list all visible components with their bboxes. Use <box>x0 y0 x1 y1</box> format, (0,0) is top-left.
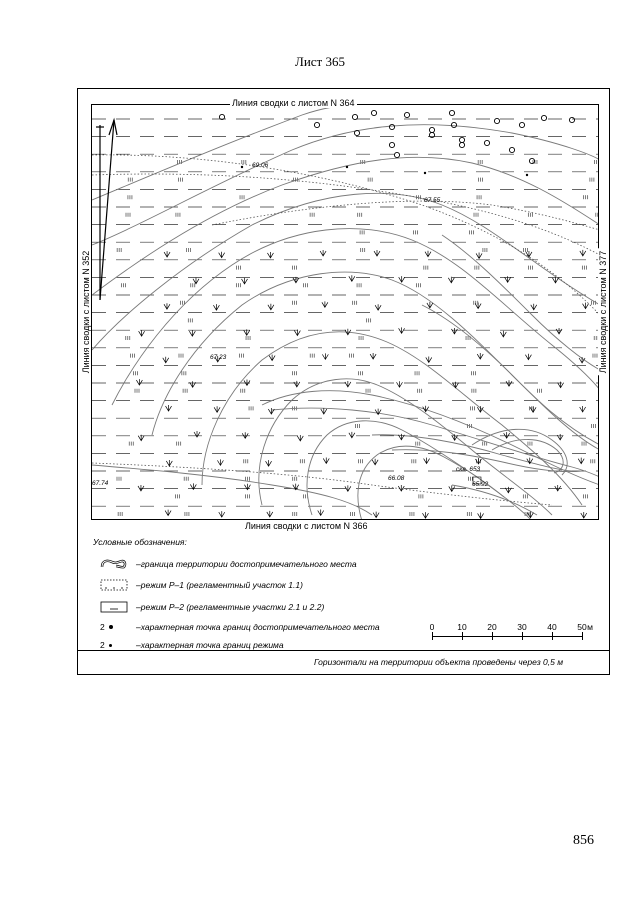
feature-circle <box>352 114 357 119</box>
characteristic-point <box>241 166 243 168</box>
marsh-stroke <box>345 485 351 491</box>
marsh-stroke <box>396 381 402 387</box>
marsh-symbol <box>193 278 199 284</box>
marsh-stroke <box>423 406 429 412</box>
marsh-stroke <box>477 406 483 412</box>
marsh-stroke <box>398 434 404 440</box>
marsh-stroke <box>320 250 326 256</box>
marsh-stroke <box>269 355 275 361</box>
point-number: 2 <box>100 640 105 650</box>
edge-label-bottom: Линия сводки с листом N 366 <box>245 521 368 531</box>
marsh-stroke <box>244 379 250 385</box>
marsh-symbol <box>423 406 429 412</box>
marsh-stroke <box>580 250 586 256</box>
edge-label-top: Линия сводки с листом N 364 <box>232 98 355 108</box>
marsh-symbol <box>558 382 564 388</box>
marsh-symbol <box>398 485 404 491</box>
marsh-stroke <box>266 460 272 466</box>
marsh-stroke <box>451 328 457 334</box>
feature-label: скв. 653 <box>456 466 481 473</box>
regime-p1-icon <box>100 579 128 591</box>
marsh-symbol <box>164 251 170 257</box>
feature-circle <box>389 142 394 147</box>
topographic-map <box>92 105 599 520</box>
feature-circle <box>404 112 409 117</box>
marsh-stroke <box>500 331 506 337</box>
feature-circle <box>314 122 319 127</box>
marsh-symbol <box>294 381 300 387</box>
feature-circle <box>484 140 489 145</box>
marsh-stroke <box>349 432 355 438</box>
marsh-symbol <box>267 252 273 258</box>
scale-tick-label: 50 <box>577 622 587 632</box>
scale-tick <box>582 632 583 640</box>
marsh-stroke <box>476 252 482 258</box>
marsh-symbol <box>349 275 355 281</box>
marsh-symbol <box>373 512 379 518</box>
contour-line <box>442 235 599 370</box>
contour-line <box>152 272 599 450</box>
marsh-symbol <box>422 512 428 518</box>
marsh-stroke <box>318 509 324 515</box>
marsh-stroke <box>214 406 220 412</box>
marsh-stroke <box>242 278 248 284</box>
marsh-stroke <box>373 512 379 518</box>
characteristic-point <box>526 174 528 176</box>
marsh-symbol <box>375 304 381 310</box>
marsh-symbol <box>449 485 455 491</box>
marsh-symbol <box>213 304 219 310</box>
marsh-stroke <box>579 357 585 363</box>
marsh-stroke <box>531 304 537 310</box>
marsh-symbol <box>478 512 484 518</box>
scale-tick <box>522 632 523 640</box>
legend-item-place-point <box>100 620 380 634</box>
marsh-symbol <box>476 252 482 258</box>
scale-tick-labels <box>429 622 602 634</box>
marsh-symbol <box>426 356 432 362</box>
scale-tick-label: 40 <box>547 622 557 632</box>
elevation-label: 67.74 <box>92 480 109 487</box>
marsh-symbol <box>322 301 328 307</box>
marsh-stroke <box>138 485 144 491</box>
edge-label-left: Линия сводки с листом N 352 <box>81 250 91 374</box>
north-arrow-line <box>100 120 114 300</box>
marsh-stroke <box>213 304 219 310</box>
regime-p2-icon <box>100 601 128 613</box>
marsh-symbol <box>399 327 405 333</box>
legend-item-regime-p2 <box>100 600 324 614</box>
marsh-stroke <box>297 435 303 441</box>
feature-circle <box>541 115 546 120</box>
marsh-symbol <box>581 512 587 518</box>
elevation-label: 69.06 <box>252 162 269 169</box>
feature-circles <box>219 110 574 163</box>
elevation-label: 66.08 <box>388 475 405 482</box>
marsh-stroke <box>422 512 428 518</box>
marsh-stroke <box>268 408 274 414</box>
marsh-stroke <box>139 330 145 336</box>
marsh-stroke <box>345 381 351 387</box>
marsh-stroke <box>166 405 172 411</box>
feature-circle <box>394 152 399 157</box>
marsh-stroke <box>426 356 432 362</box>
marsh-symbol <box>242 432 248 438</box>
marsh-symbol <box>374 250 380 256</box>
feature-circle <box>429 127 434 132</box>
marsh-stroke <box>556 328 562 334</box>
marsh-symbol <box>555 485 561 491</box>
elevation-label: 67.23 <box>210 354 227 361</box>
marsh-symbol <box>583 303 589 309</box>
legend-title: Условные обозначения: <box>93 537 187 547</box>
marsh-stroke <box>323 457 329 463</box>
marsh-symbol <box>372 459 378 465</box>
scale-tick-label: 10 <box>457 622 467 632</box>
legend-text: –граница территории достопримечательного места <box>136 559 357 569</box>
scale-tick <box>552 632 553 640</box>
marsh-symbol <box>557 434 563 440</box>
marsh-symbol <box>349 432 355 438</box>
marsh-symbol <box>370 353 376 359</box>
marsh-symbol <box>138 485 144 491</box>
contour-line <box>92 125 599 245</box>
contour-line <box>92 465 372 515</box>
marsh-stroke <box>190 381 196 387</box>
marsh-symbol <box>530 406 536 412</box>
sheet-title: Лист 365 <box>295 54 345 69</box>
marsh-stroke <box>375 304 381 310</box>
contour-line <box>92 157 599 295</box>
contour-interval-note: Горизонтали на территории объекта проведены через 0,5 м <box>314 657 564 667</box>
marsh-stroke <box>478 512 484 518</box>
regime-boundary <box>92 155 599 315</box>
edge-label-right: Линия сводки с листом N 377 <box>598 250 608 374</box>
scale-unit: м <box>587 622 593 632</box>
marsh-stroke <box>165 510 171 516</box>
legend-item-regime-point <box>100 638 284 652</box>
marsh-symbol <box>578 458 584 464</box>
marsh-stroke <box>580 406 586 412</box>
marsh-symbol <box>323 457 329 463</box>
legend-text: –характерная точка границ режима <box>136 640 284 650</box>
marsh-stroke <box>452 434 458 440</box>
marsh-symbol <box>425 251 431 257</box>
marsh-stroke <box>322 301 328 307</box>
elevation-labels <box>92 162 489 488</box>
marsh-symbol <box>163 357 169 363</box>
marsh-stroke <box>370 353 376 359</box>
marsh-symbol <box>451 328 457 334</box>
marsh-symbol <box>189 330 195 336</box>
page-number: 856 <box>573 833 594 848</box>
marsh-stroke <box>399 276 405 282</box>
marsh-symbol <box>136 379 142 385</box>
regime-point-icon <box>100 639 128 651</box>
feature-circle <box>389 124 394 129</box>
marsh-symbol <box>399 276 405 282</box>
marsh-stroke <box>504 432 510 438</box>
contour-line <box>422 305 599 445</box>
marsh-stroke <box>267 511 273 517</box>
point-number: 2 <box>100 622 105 632</box>
marsh-symbol <box>321 408 327 414</box>
feature-circle <box>459 137 464 142</box>
marsh-symbol <box>139 330 145 336</box>
marsh-stroke <box>372 459 378 465</box>
marsh-stroke <box>294 381 300 387</box>
scale-line <box>432 636 582 637</box>
marsh-stroke <box>477 353 483 359</box>
scale-tick-label: 0 <box>429 622 435 632</box>
marsh-symbol <box>219 511 225 517</box>
characteristic-point <box>424 172 426 174</box>
marsh-stroke <box>449 485 455 491</box>
marsh-symbol <box>580 406 586 412</box>
marsh-symbol <box>267 511 273 517</box>
marsh-symbol <box>500 331 506 337</box>
marsh-symbol <box>217 459 223 465</box>
marsh-symbol <box>345 485 351 491</box>
elevation-label: 67.55 <box>424 197 441 204</box>
feature-circle <box>451 122 456 127</box>
marsh-stroke <box>425 251 431 257</box>
feature-circle <box>494 118 499 123</box>
legend-text: –характерная точка границ достопримечательного места <box>136 622 380 632</box>
scale-tick-label: 20 <box>487 622 497 632</box>
marsh-stroke <box>163 357 169 363</box>
marsh-stroke <box>530 406 536 412</box>
scale-tick-label: 30 <box>517 622 527 632</box>
marsh-symbol <box>318 509 324 515</box>
marsh-stroke <box>424 458 430 464</box>
marsh-symbol <box>219 252 225 258</box>
marsh-symbol <box>398 434 404 440</box>
marsh-symbol <box>505 487 511 493</box>
marsh-symbol <box>504 432 510 438</box>
marsh-symbol <box>166 405 172 411</box>
marsh-symbol <box>268 304 274 310</box>
legend-item-regime-p1 <box>100 578 303 592</box>
marsh-symbol <box>452 434 458 440</box>
marsh-symbol <box>268 408 274 414</box>
marsh-stroke <box>558 382 564 388</box>
marsh-stroke <box>557 434 563 440</box>
marsh-stroke <box>506 380 512 386</box>
marsh-symbol <box>525 354 531 360</box>
map-area[interactable] <box>91 104 599 520</box>
scale-tick <box>492 632 493 640</box>
feature-circle <box>509 147 514 152</box>
marsh-symbol <box>531 304 537 310</box>
marsh-symbol <box>506 380 512 386</box>
legend-text: –режим Р–2 (регламентные участки 2.1 и 2.2) <box>136 602 325 612</box>
place-point-icon <box>100 621 128 633</box>
feature-circle <box>371 110 376 115</box>
marsh-symbol <box>322 353 328 359</box>
legend-text: –режим Р–1 (регламентный участок 1.1) <box>136 580 303 590</box>
marsh-symbol <box>345 329 351 335</box>
contour-line <box>112 229 599 405</box>
marsh-stroke <box>217 459 223 465</box>
marsh-symbol <box>214 406 220 412</box>
boundary-icon <box>100 558 128 570</box>
marsh-stroke <box>189 330 195 336</box>
marsh-stroke <box>193 278 199 284</box>
contour-line <box>259 379 552 515</box>
marsh-stroke <box>136 379 142 385</box>
regime-hatch-lines <box>92 119 599 516</box>
marsh-stroke <box>505 487 511 493</box>
marsh-symbol <box>165 510 171 516</box>
feature-circle <box>459 142 464 147</box>
marsh-stroke <box>242 432 248 438</box>
marsh-symbol <box>164 303 170 309</box>
feature-circle <box>529 158 534 163</box>
marsh-stroke <box>398 485 404 491</box>
marsh-stroke <box>164 303 170 309</box>
marsh-symbol <box>579 357 585 363</box>
marsh-symbol <box>297 435 303 441</box>
marsh-symbol <box>556 328 562 334</box>
regime-boundary <box>212 201 599 230</box>
marsh-symbol <box>269 355 275 361</box>
marsh-stroke <box>164 251 170 257</box>
characteristic-point <box>346 166 348 168</box>
marsh-symbol <box>345 381 351 387</box>
marsh-stroke <box>345 329 351 335</box>
scale-tick <box>462 632 463 640</box>
scale-bar <box>429 622 593 648</box>
marsh-symbol <box>190 381 196 387</box>
marsh-symbol <box>396 381 402 387</box>
marsh-symbol <box>266 460 272 466</box>
marsh-stroke <box>399 327 405 333</box>
marsh-symbol <box>166 460 172 466</box>
marsh-stroke <box>219 252 225 258</box>
marsh-stroke <box>555 485 561 491</box>
marsh-stroke <box>166 460 172 466</box>
marsh-stroke <box>322 353 328 359</box>
feature-circle <box>519 122 524 127</box>
marsh-stroke <box>578 458 584 464</box>
marsh-stroke <box>581 512 587 518</box>
marsh-stroke <box>525 354 531 360</box>
marsh-stroke <box>219 511 225 517</box>
marsh-stroke <box>374 250 380 256</box>
marsh-symbol <box>244 379 250 385</box>
elevation-label: 65.92 <box>472 481 489 488</box>
feature-circle <box>449 110 454 115</box>
marsh-symbol <box>320 250 326 256</box>
marsh-symbol <box>477 353 483 359</box>
marsh-stroke <box>583 303 589 309</box>
legend-item-boundary <box>100 557 357 571</box>
feature-circle <box>569 117 574 122</box>
marsh-symbol <box>242 278 248 284</box>
marsh-stroke <box>268 304 274 310</box>
marsh-symbol <box>580 250 586 256</box>
marsh-stroke <box>349 275 355 281</box>
scale-tick <box>432 632 433 640</box>
marsh-stroke <box>321 408 327 414</box>
marsh-stroke <box>267 252 273 258</box>
marsh-symbol <box>424 458 430 464</box>
north-arrow <box>96 120 117 300</box>
marsh-symbol <box>477 406 483 412</box>
